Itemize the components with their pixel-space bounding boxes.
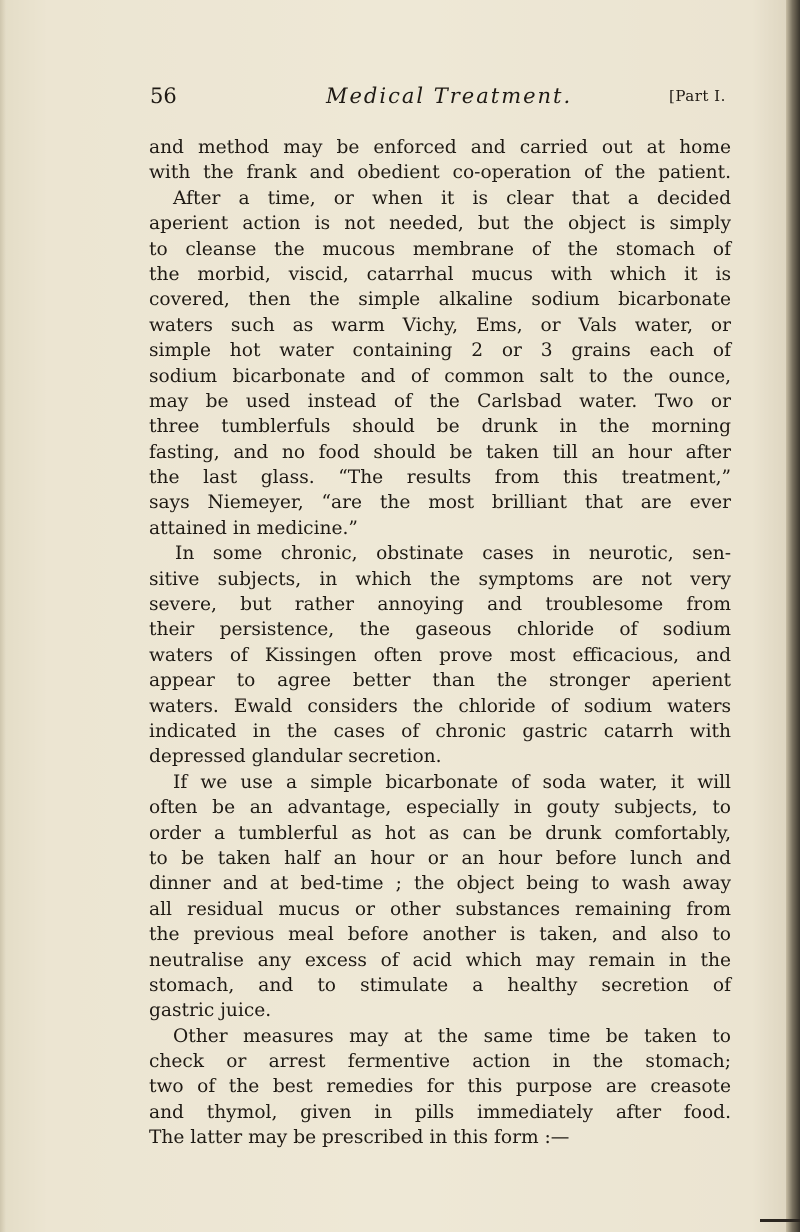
text-line: sitive subjects, in which the symptoms are not very xyxy=(149,568,731,590)
text-line: indicated in the cases of chronic gastric catarrh with xyxy=(149,720,731,742)
text-line: the previous meal before another is taken, and also to xyxy=(149,924,731,946)
text-line: depressed glandular secretion. xyxy=(149,746,442,768)
text-line: Other measures may at the same time be taken to xyxy=(173,1025,731,1047)
body-text xyxy=(149,135,731,1151)
text-line: In some chronic, obstinate cases in neurotic, sen- xyxy=(175,543,731,565)
text-line: fasting, and no food should be taken till an hour after xyxy=(149,441,731,463)
text-line: check or arrest fermentive action in the stomach; xyxy=(149,1051,731,1073)
text-line: waters. Ewald considers the chloride of sodium waters xyxy=(149,695,731,717)
text-line: The latter may be prescribed in this form :— xyxy=(149,1127,570,1149)
page-right-edge-shadow xyxy=(786,0,800,1232)
text-line: says Niemeyer, “are the most brilliant that are ever xyxy=(149,492,731,514)
text-line: attained in medicine.” xyxy=(149,517,358,539)
running-head xyxy=(150,84,730,114)
text-line: their persistence, the gaseous chloride of sodium xyxy=(149,619,731,641)
text-line: and thymol, given in pills immediately after food. xyxy=(149,1101,731,1123)
text-line: all residual mucus or other substances remaining from xyxy=(149,898,731,920)
text-line: sodium bicarbonate and of common salt to the ounce, xyxy=(149,365,731,387)
text-line: to cleanse the mucous membrane of the stomach of xyxy=(149,238,731,260)
page-number: 56 xyxy=(150,84,177,108)
text-line: waters such as warm Vichy, Ems, or Vals water, or xyxy=(149,314,731,336)
running-title: Medical Treatment. xyxy=(326,84,573,108)
text-line: waters of Kissingen often prove most efficacious, and xyxy=(149,644,731,666)
text-line: may be used instead of the Carlsbad water. Two or xyxy=(149,390,731,412)
text-line: dinner and at bed-time ; the object being to wash away xyxy=(149,873,731,895)
text-line: gastric juice. xyxy=(149,1000,272,1022)
page-left-edge xyxy=(0,0,6,1232)
text-line: the morbid, viscid, catarrhal mucus with which it is xyxy=(149,263,731,285)
text-line: two of the best remedies for this purpose are creasote xyxy=(149,1076,731,1098)
text-line: aperient action is not needed, but the object is simply xyxy=(149,213,731,235)
text-line: After a time, or when it is clear that a decided xyxy=(173,187,731,209)
text-line: order a tumblerful as hot as can be drunk comfortably, xyxy=(149,822,731,844)
text-line: appear to agree better than the stronger aperient xyxy=(149,670,731,692)
text-line: often be an advantage, especially in gouty subjects, to xyxy=(149,797,731,819)
part-label: [Part I. xyxy=(669,87,726,105)
text-line: the last glass. “The results from this treatment,” xyxy=(149,467,731,489)
text-line: and method may be enforced and carried out at home xyxy=(149,137,731,158)
text-line: three tumblerfuls should be drunk in the morning xyxy=(149,416,731,438)
text-line: with the frank and obedient co-operation of the patient. xyxy=(149,162,731,184)
text-line: If we use a simple bicarbonate of soda water, it will xyxy=(173,771,731,793)
text-line: to be taken half an hour or an hour before lunch and xyxy=(149,847,731,869)
text-line: simple hot water containing 2 or 3 grains each of xyxy=(149,340,731,362)
text-line: stomach, and to stimulate a healthy secretion of xyxy=(149,974,731,996)
text-line: covered, then the simple alkaline sodium bicarbonate xyxy=(149,289,731,311)
bottom-edge-mark xyxy=(760,1219,800,1222)
text-line: neutralise any excess of acid which may remain in the xyxy=(149,949,731,971)
text-line: severe, but rather annoying and troublesome from xyxy=(149,594,731,616)
